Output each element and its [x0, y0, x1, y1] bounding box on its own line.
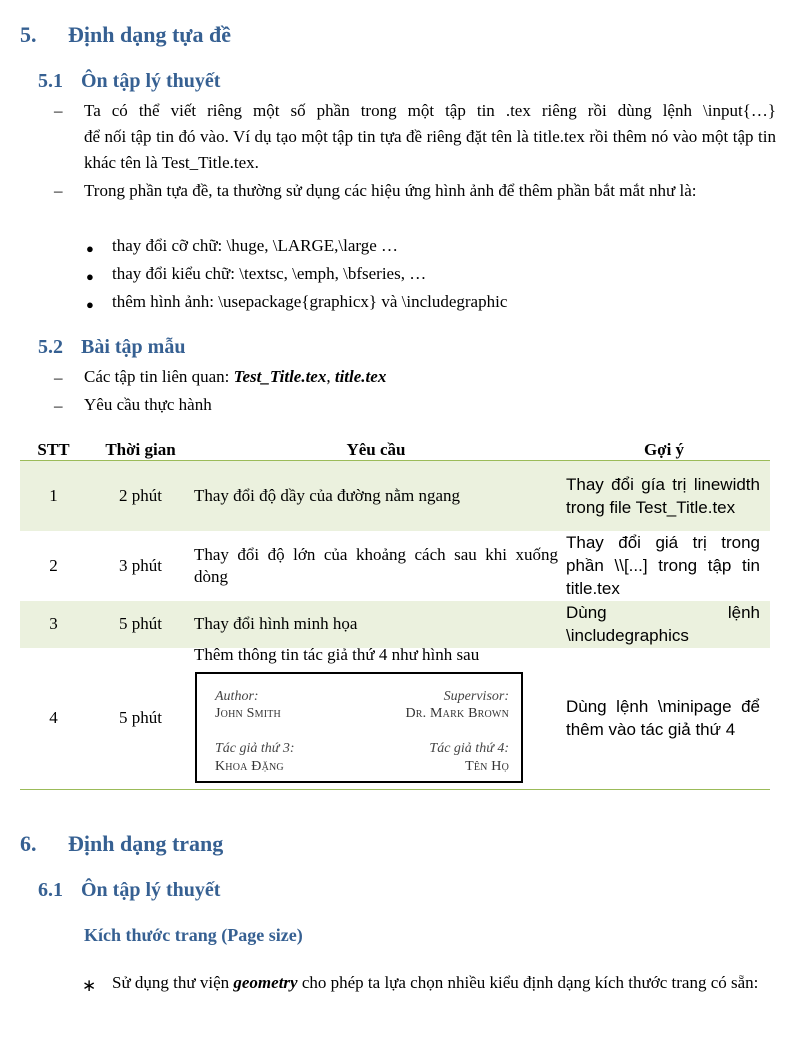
section-number: 5. [20, 22, 37, 47]
section-title: Ôn tập lý thuyết [81, 70, 221, 92]
section-title: Bài tập mẫu [81, 336, 186, 358]
table-cell: Thay đổi độ dầy của đường nằm ngang [194, 461, 558, 531]
section-number: 6. [20, 831, 37, 856]
column-header: Gợi ý [558, 436, 770, 461]
section-number: 6.1 [38, 879, 63, 901]
paragraph-line: Ta có thể viết riêng một số phần trong một tập tin .tex riêng rồi dùng lệnh \input{…} [84, 101, 776, 120]
package-name: geometry [233, 973, 298, 992]
section-5-1-heading [38, 70, 220, 93]
table-cell: 4 [20, 648, 87, 790]
table-cell: 5 phút [87, 648, 194, 790]
section-5-heading [20, 22, 231, 48]
section-title: Định dạng trang [68, 831, 224, 856]
bullet-icon: ● [86, 241, 94, 256]
author-4-name: Tên Họ [465, 758, 509, 774]
table-row [20, 601, 770, 648]
text-part: Sử dụng thư viện [112, 973, 234, 992]
table-cell: 5 phút [87, 601, 194, 648]
author-3-label: Tác giả thứ 3: [215, 740, 295, 756]
section-6-heading [20, 831, 223, 857]
hint-text: Thay đổi giá trị trong phần \\[...] trong tập tin title.tex [566, 533, 760, 598]
exercise-table [20, 436, 770, 790]
hint-text: Dùng lệnh \includegraphics [566, 603, 760, 645]
table-cell: Thay đổi độ lớn của khoảng cách sau khi xuống dòng [194, 544, 558, 586]
table-cell: 2 phút [87, 461, 194, 531]
files-label: Các tập tin liên quan: [84, 367, 234, 386]
supervisor-label: Supervisor: [443, 688, 509, 704]
paragraph-effects: Trong phần tựa đề, ta thường sử dụng các hiệu ứng hình ảnh để thêm phần bắt mắt như là: [84, 181, 697, 200]
list-item: thay đổi cỡ chữ: \huge, \LARGE,\large … [112, 236, 399, 255]
subheading-page-size: Kích thước trang (Page size) [84, 925, 303, 945]
paragraph-text: để nối tập tin đó vào. Ví dụ tạo một tập tin tựa đề riêng đặt tên là title.tex rồi thêm nó vào một tập tin khác tên là Test_Title.tex. [84, 127, 776, 172]
table-header-row [20, 436, 770, 461]
separator: , [326, 367, 335, 386]
table-cell: 1 [20, 461, 87, 531]
requirement-cell [8, 644, 558, 783]
table-cell: 3 [20, 601, 87, 648]
supervisor-name: Dr. Mark Brown [405, 705, 509, 721]
section-6-1-heading [38, 879, 220, 902]
list-item: thêm hình ảnh: \usepackage{graphicx} và \includegraphic [112, 292, 508, 311]
dash-marker: – [54, 368, 63, 387]
section-number: 5.1 [38, 70, 63, 92]
table-cell: 3 phút [119, 555, 162, 575]
dash-marker: – [54, 181, 63, 200]
requirement-text: Thêm thông tin tác giả thứ 4 như hình sau [194, 644, 480, 664]
practice-label: Yêu cầu thực hành [84, 395, 212, 414]
dash-marker: – [54, 101, 63, 120]
author-3-name: Khoa Đặng [215, 758, 284, 774]
list-item: thay đổi kiểu chữ: \textsc, \emph, \bfseries, … [112, 264, 427, 283]
table-row [20, 461, 770, 531]
bullet-icon: ● [86, 297, 94, 312]
geometry-paragraph [112, 970, 776, 996]
file-name: Test_Title.tex [233, 367, 327, 386]
text-part: cho phép ta lựa chọn nhiều kiểu định dạng kích thước trang có sẵn: [297, 973, 759, 992]
author-name: John Smith [215, 705, 281, 721]
author-figure [195, 672, 523, 783]
paragraph-input [84, 98, 776, 176]
hint-text: Dùng lệnh \minipage để thêm vào tác giả thứ 4 [566, 697, 760, 740]
table-row [20, 648, 770, 790]
dash-marker: – [54, 396, 63, 415]
table-row [20, 531, 770, 601]
related-files [84, 364, 386, 390]
asterisk-bullet: ∗ [82, 976, 97, 995]
author-label: Author: [215, 688, 259, 704]
section-5-2-heading [38, 336, 185, 359]
column-header: Yêu cầu [194, 436, 558, 461]
table-cell: 2 [49, 555, 58, 575]
hint-text: Thay đổi gía trị linewidth trong file Test_Title.tex [566, 474, 760, 517]
column-header: Thời gian [87, 436, 194, 461]
section-title: Ôn tập lý thuyết [81, 879, 221, 901]
section-number: 5.2 [38, 336, 63, 358]
column-header: STT [20, 436, 87, 461]
section-title: Định dạng tựa đề [68, 22, 231, 47]
author-4-label: Tác giả thứ 4: [429, 740, 509, 756]
table-cell: Thay đổi hình minh họa [194, 601, 558, 648]
file-name: title.tex [334, 367, 387, 386]
bullet-icon: ● [86, 269, 94, 284]
